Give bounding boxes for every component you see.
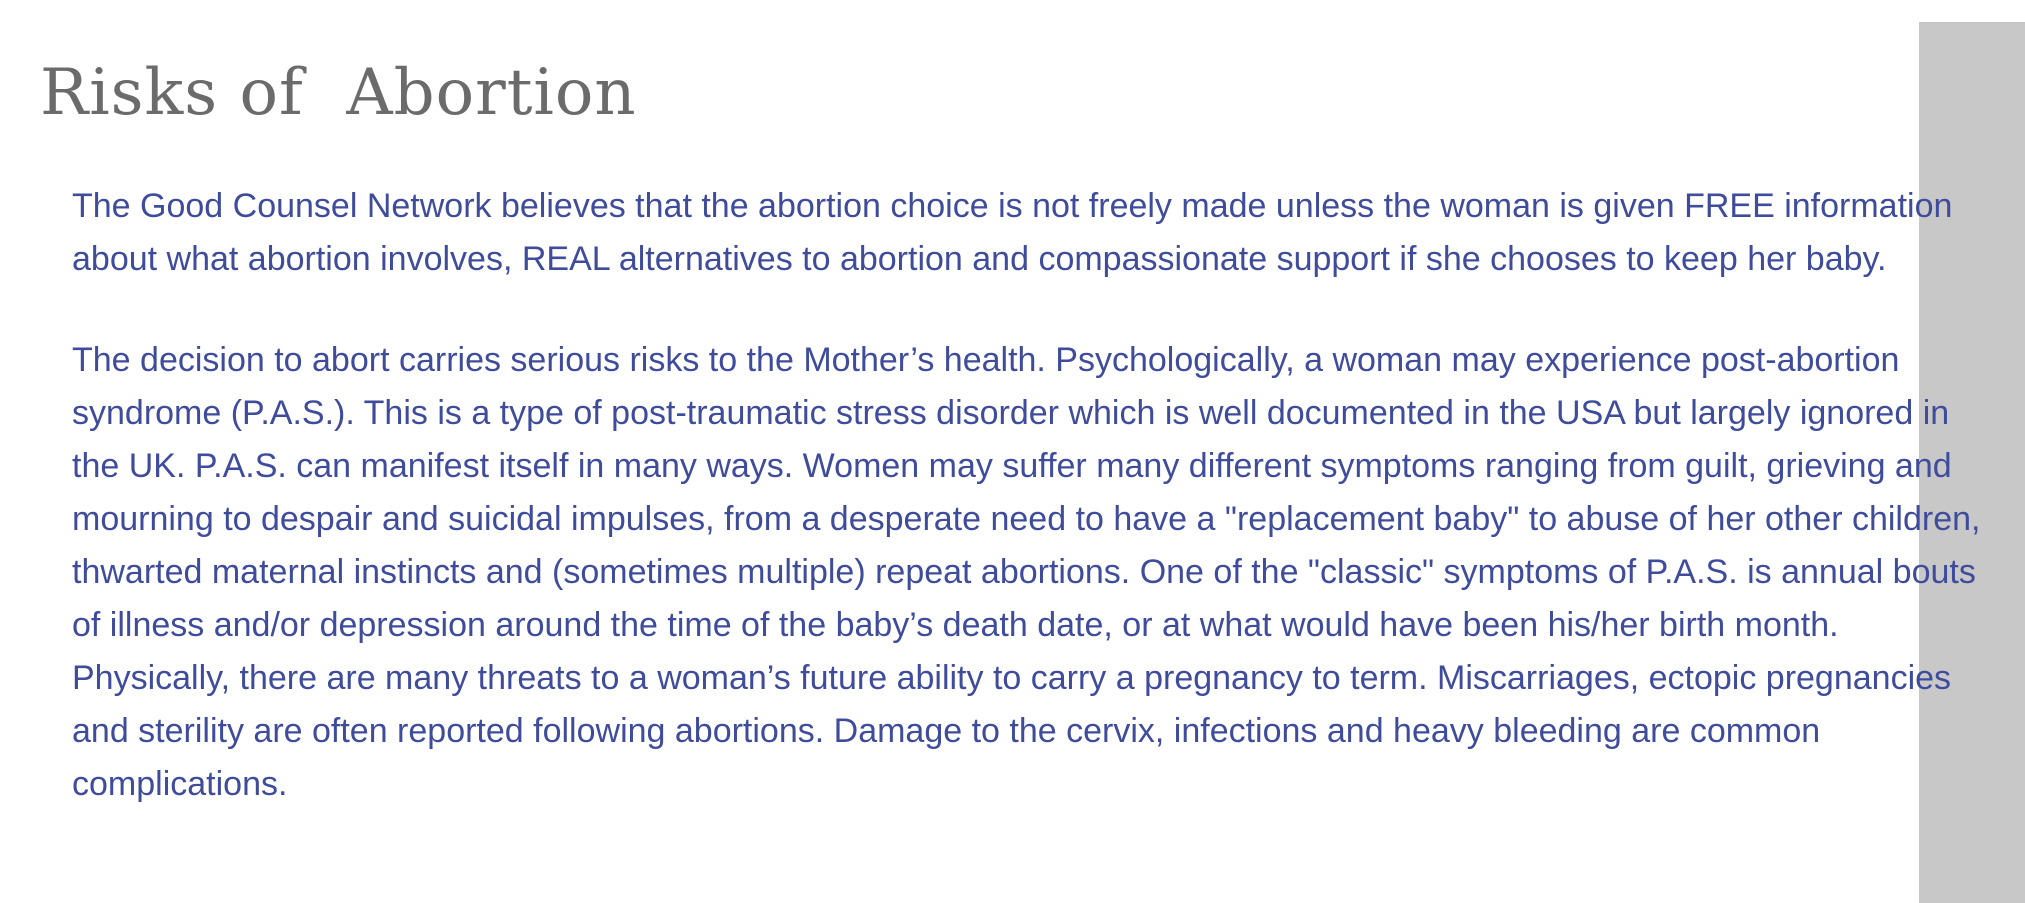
page-title: Risks of Abortion (40, 56, 637, 130)
risks-paragraph: The decision to abort carries serious risks to the Mother’s health. Psychologically, a woman may experience post-abortion syndrome (P.A.S.). This is a type of post-traumatic stress disorder which is well documented in the USA but largely ignored in the UK. P.A.S. can manifest itself in many ways. Women may suffer many different symptoms ranging from guilt, grieving and mourning to despair and suicidal impulses, from a desperate need to have a "replacement baby" to abuse of her other children, thwarted maternal instincts and (sometimes multiple) repeat abortions. One of the "classic" symptoms of P.A.S. is annual bouts of illness and/or depression around the time of the baby’s death date, or at what would have been his/her birth month. Physically, there are many threats to a woman’s future ability to carry a pregnancy to term. Miscarriages, ectopic pregnancies and sterility are often reported following abortions. Damage to the cervix, infections and heavy bleeding are common complications. (72, 341, 1981, 803)
intro-paragraph: The Good Counsel Network believes that the abortion choice is not freely made unless the woman is given FREE information about what abortion involves, REAL alternatives to abortion and compassionate support if she chooses to keep her baby. (72, 187, 1953, 278)
article-body (72, 180, 1997, 811)
